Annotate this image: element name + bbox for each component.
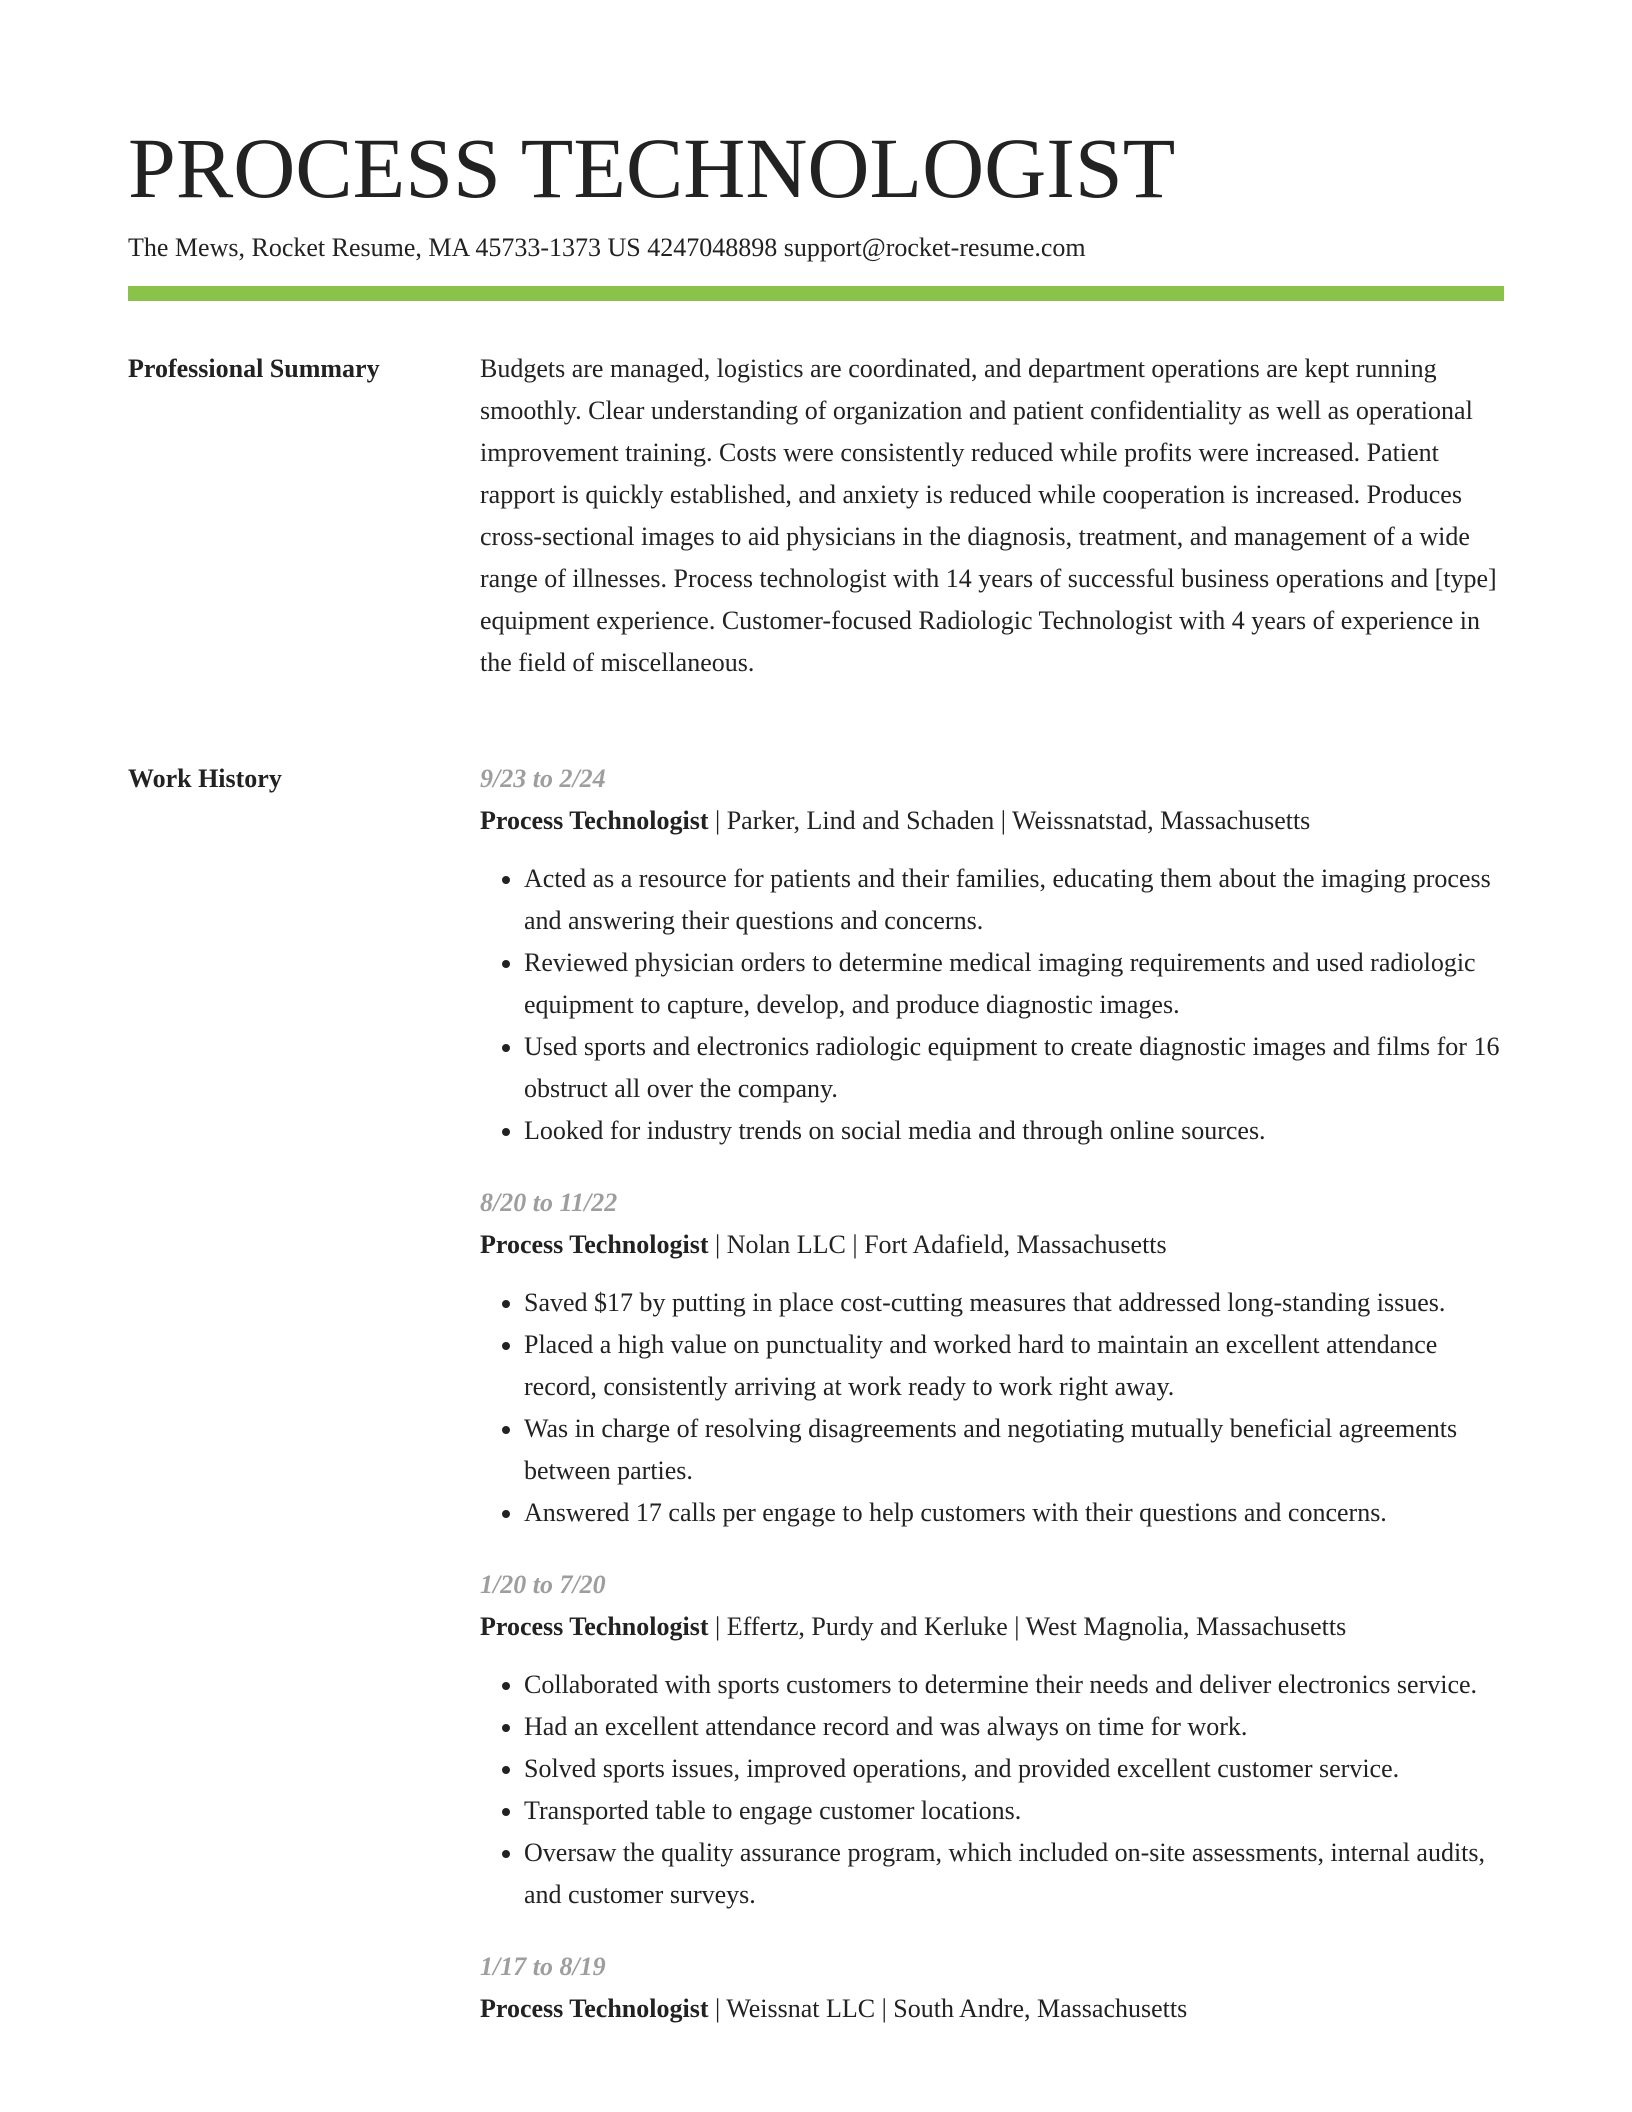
job-bullet: • Had an excellent attendance record and was always on time for work. xyxy=(524,1706,1504,1748)
job-bullet-list xyxy=(480,858,1504,1152)
job-bullet: • Answered 17 calls per engage to help customers with their questions and concerns. xyxy=(524,1492,1504,1534)
job-separator: | xyxy=(714,1612,721,1641)
job-title: Process Technologist xyxy=(480,806,709,835)
job-entry xyxy=(480,758,1504,1152)
job-bullet: • Collaborated with sports customers to determine their needs and deliver electronics service. xyxy=(524,1664,1504,1706)
job-dates: 1/17 to 8/19 xyxy=(480,1952,606,1981)
work-history-body xyxy=(480,758,1504,2060)
job-title-line xyxy=(480,1224,1504,1266)
contact-address: The Mews, Rocket Resume, MA 45733-1373 US xyxy=(128,233,641,262)
job-company: Effertz, Purdy and Kerluke xyxy=(726,1612,1008,1641)
job-title: Process Technologist xyxy=(480,1230,709,1259)
job-bullet: • Oversaw the quality assurance program, which included on-site assessments, internal audits, and customer surveys. xyxy=(524,1832,1504,1916)
job-location: South Andre, Massachusetts xyxy=(893,1994,1188,2023)
job-bullet: • Acted as a resource for patients and their families, educating them about the imaging process and answering their questions and concerns. xyxy=(524,858,1504,942)
job-bullet: • Reviewed physician orders to determine medical imaging requirements and used radiologic equipment to capture, develop, and produce diagnostic images. xyxy=(524,942,1504,1026)
job-entry xyxy=(480,1182,1504,1534)
job-title: Process Technologist xyxy=(480,1612,709,1641)
summary-label: Professional Summary xyxy=(128,354,380,383)
job-bullet: • Used sports and electronics radiologic equipment to create diagnostic images and films for 16 obstruct all over the company. xyxy=(524,1026,1504,1110)
job-location: Fort Adafield, Massachusetts xyxy=(864,1230,1167,1259)
contact-email: support@rocket-resume.com xyxy=(783,233,1086,262)
job-location: West Magnolia, Massachusetts xyxy=(1025,1612,1347,1641)
job-title-line xyxy=(480,800,1504,842)
job-entry xyxy=(480,1564,1504,1916)
job-bullet: • Transported table to engage customer locations. xyxy=(524,1790,1504,1832)
work-history-label: Work History xyxy=(128,764,282,793)
job-separator: | xyxy=(881,1994,887,2023)
job-bullet-list xyxy=(480,1664,1504,1916)
job-separator: | xyxy=(1014,1612,1020,1641)
summary-text: Budgets are managed, logistics are coordinated, and department operations are kept running smoothly. Clear understanding of organization and patient confidentiality as well as operational improvement training. Costs were consistently reduced while profits were increased. Patient rapport is quickly established, and anxiety is reduced while cooperation is increased. Produces cross-sectional images to aid physicians in the diagnosis, treatment, and management of a wide range of illnesses. Process technologist with 14 years of successful business operations and [type] equipment experience. Customer-focused Radiologic Technologist with 4 years of experience in the field of miscellaneous. xyxy=(480,354,1497,677)
job-bullet-list xyxy=(480,1282,1504,1534)
job-bullet: • Placed a high value on punctuality and worked hard to maintain an excellent attendance record, consistently arriving at work ready to work right away. xyxy=(524,1324,1504,1408)
job-entry xyxy=(480,1946,1504,2030)
job-company: Nolan LLC xyxy=(726,1230,846,1259)
job-bullet: • Looked for industry trends on social media and through online sources. xyxy=(524,1110,1504,1152)
job-location: Weissnatstad, Massachusetts xyxy=(1012,806,1311,835)
job-separator: | xyxy=(714,1994,721,2023)
job-dates: 8/20 to 11/22 xyxy=(480,1188,618,1217)
job-dates: 1/20 to 7/20 xyxy=(480,1570,606,1599)
resume-name-heading: PROCESS TECHNOLOGIST xyxy=(128,120,1176,216)
job-separator: | xyxy=(852,1230,858,1259)
summary-body xyxy=(480,348,1504,684)
job-title-line xyxy=(480,1988,1504,2030)
job-separator: | xyxy=(1000,806,1006,835)
job-company: Parker, Lind and Schaden xyxy=(726,806,995,835)
contact-line xyxy=(128,230,1086,266)
job-title-line xyxy=(480,1606,1504,1648)
header-divider xyxy=(128,286,1504,301)
job-separator: | xyxy=(714,806,721,835)
job-company: Weissnat LLC xyxy=(726,1994,876,2023)
job-dates: 9/23 to 2/24 xyxy=(480,764,606,793)
job-bullet: • Solved sports issues, improved operations, and provided excellent customer service. xyxy=(524,1748,1504,1790)
job-bullet: • Was in charge of resolving disagreements and negotiating mutually beneficial agreements between parties. xyxy=(524,1408,1504,1492)
job-title: Process Technologist xyxy=(480,1994,709,2023)
job-separator: | xyxy=(714,1230,721,1259)
contact-phone: 4247048898 xyxy=(647,233,778,262)
job-bullet: • Saved $17 by putting in place cost-cutting measures that addressed long-standing issues. xyxy=(524,1282,1504,1324)
